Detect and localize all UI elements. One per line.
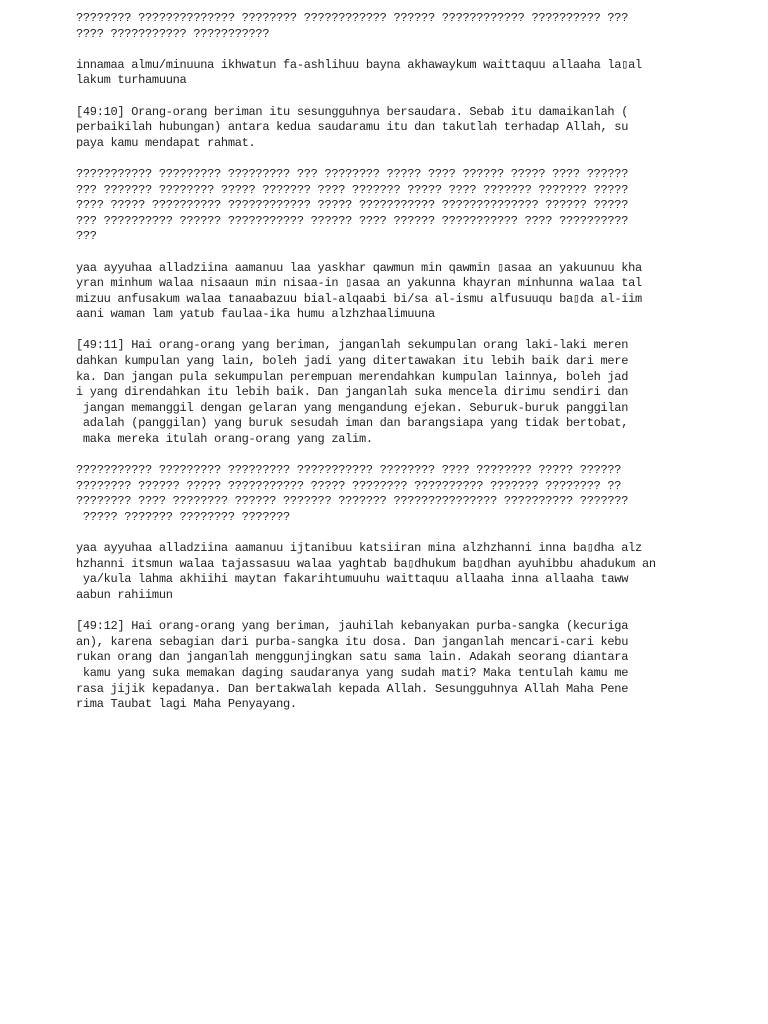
transliteration-verse-11 (76, 261, 706, 323)
text-line: rukan orang dan janganlah menggunjingkan satu sama lain. Adakah seorang diantara (76, 650, 629, 665)
text-line: maka mereka itulah orang-orang yang zalim. (76, 432, 373, 447)
text-line: rasa jijik kepadanya. Dan bertakwalah kepada Allah. Sesungguhnya Allah Maha Pene (76, 681, 629, 696)
translation-verse-10 (76, 105, 706, 152)
text-line: [49:12] Hai orang-orang yang beriman, jauhilah kebanyakan purba-sangka (kecuriga (76, 619, 629, 634)
text-line: adalah (panggilan) yang buruk sesudah iman dan barangsiapa yang tidak bertobat, (76, 416, 629, 431)
text-line: aani waman lam yatub faulaa-ika humu alzhzhaalimuuna (76, 307, 435, 322)
text-line: [49:11] Hai orang-orang yang beriman, janganlah sekumpulan orang laki-laki meren (76, 338, 629, 353)
text-line: ???? ????? ?????????? ???????????? ????? ??????????? ?????????????? ?????? ????? (76, 198, 629, 213)
text-line: ????? ??????? ???????? ??????? (76, 510, 290, 524)
text-line: ??? ?????????? ?????? ??????????? ?????? ???? ?????? ??????????? ???? ?????????? (76, 213, 629, 228)
text-line: yran minhum walaa nisaaun min nisaa-in ▯asaa an yakunna khayran minhunna walaa tal (76, 276, 642, 291)
text-line: innamaa almu/minuuna ikhwatun fa-ashlihuu bayna akhawaykum waittaquu allaaha la▯al (76, 57, 642, 72)
text-line: ???????? ???? ???????? ?????? ??????? ??????? ??????????????? ?????????? ??????? (76, 494, 629, 509)
text-line: ??????????? ????????? ????????? ??? ???????? ????? ???? ?????? ????? ???? ?????? (76, 166, 629, 181)
text-line: ??? (76, 229, 97, 244)
text-line: [49:10] Orang-orang beriman itu sesungguhnya bersaudara. Sebab itu damaikanlah ( (76, 104, 629, 119)
text-line: rima Taubat lagi Maha Penyayang. (76, 697, 297, 712)
transliteration-verse-10 (76, 58, 706, 89)
text-line: an), karena sebagian dari purba-sangka itu dosa. Dan janganlah mencari-cari kebu (76, 634, 629, 649)
arabic-verse-12 (76, 463, 706, 525)
document-page (76, 11, 706, 728)
text-line: ka. Dan jangan pula sekumpulan perempuan merendahkan kumpulan lainnya, boleh jad (76, 369, 629, 384)
text-line: ??????????? ????????? ????????? ??????????? ???????? ???? ???????? ????? ?????? (76, 463, 622, 478)
text-line: kamu yang suka memakan daging saudaranya yang sudah mati? Maka tentulah kamu me (76, 665, 629, 680)
text-line: ya/kula lahma akhiihi maytan fakarihtumuuhu waittaquu allaaha inna allaaha taww (76, 572, 629, 587)
text-line: mizuu anfusakum walaa tanaabazuu bial-alqaabi bi/sa al-ismu alfusuuqu ba▯da al-iim (76, 291, 642, 306)
text-line: dahkan kumpulan yang lain, boleh jadi yang ditertawakan itu lebih baik dari mere (76, 354, 629, 369)
arabic-verse-11 (76, 167, 706, 245)
text-line: perbaikilah hubungan) antara kedua saudaramu itu dan takutlah terhadap Allah, su (76, 120, 629, 135)
translation-verse-11 (76, 338, 706, 447)
text-line: paya kamu mendapat rahmat. (76, 135, 256, 150)
text-line: ??? ??????? ???????? ????? ??????? ???? ??????? ????? ???? ??????? ??????? ????? (76, 182, 629, 197)
text-line: hzhanni itsmun walaa tajassasuu walaa yaghtab ba▯dhukum ba▯dhan ayuhibbu ahadukum an (76, 556, 656, 571)
text-line: ???????? ?????????????? ???????? ???????????? ?????? ???????????? ?????????? ??? (76, 11, 629, 25)
text-line: i yang direndahkan itu lebih baik. Dan janganlah suka mencela dirimu sendiri dan (76, 385, 629, 400)
text-line: ???? ??????????? ??????????? (76, 26, 270, 41)
arabic-verse-10 (76, 11, 706, 42)
text-line: aabun rahiimun (76, 587, 173, 602)
transliteration-verse-12 (76, 541, 706, 603)
text-line: lakum turhamuuna (76, 73, 187, 88)
text-line: ???????? ?????? ????? ??????????? ????? ???????? ?????????? ??????? ???????? ?? (76, 478, 622, 493)
text-line: yaa ayyuhaa alladziina aamanuu laa yaskhar qawmun min qawmin ▯asaa an yakuunuu kha (76, 260, 642, 275)
translation-verse-12 (76, 619, 706, 713)
text-line: yaa ayyuhaa alladziina aamanuu ijtanibuu katsiiran mina alzhzhanni inna ba▯dha alz (76, 541, 642, 556)
text-line: jangan memanggil dengan gelaran yang mengandung ejekan. Seburuk-buruk panggilan (76, 400, 629, 415)
